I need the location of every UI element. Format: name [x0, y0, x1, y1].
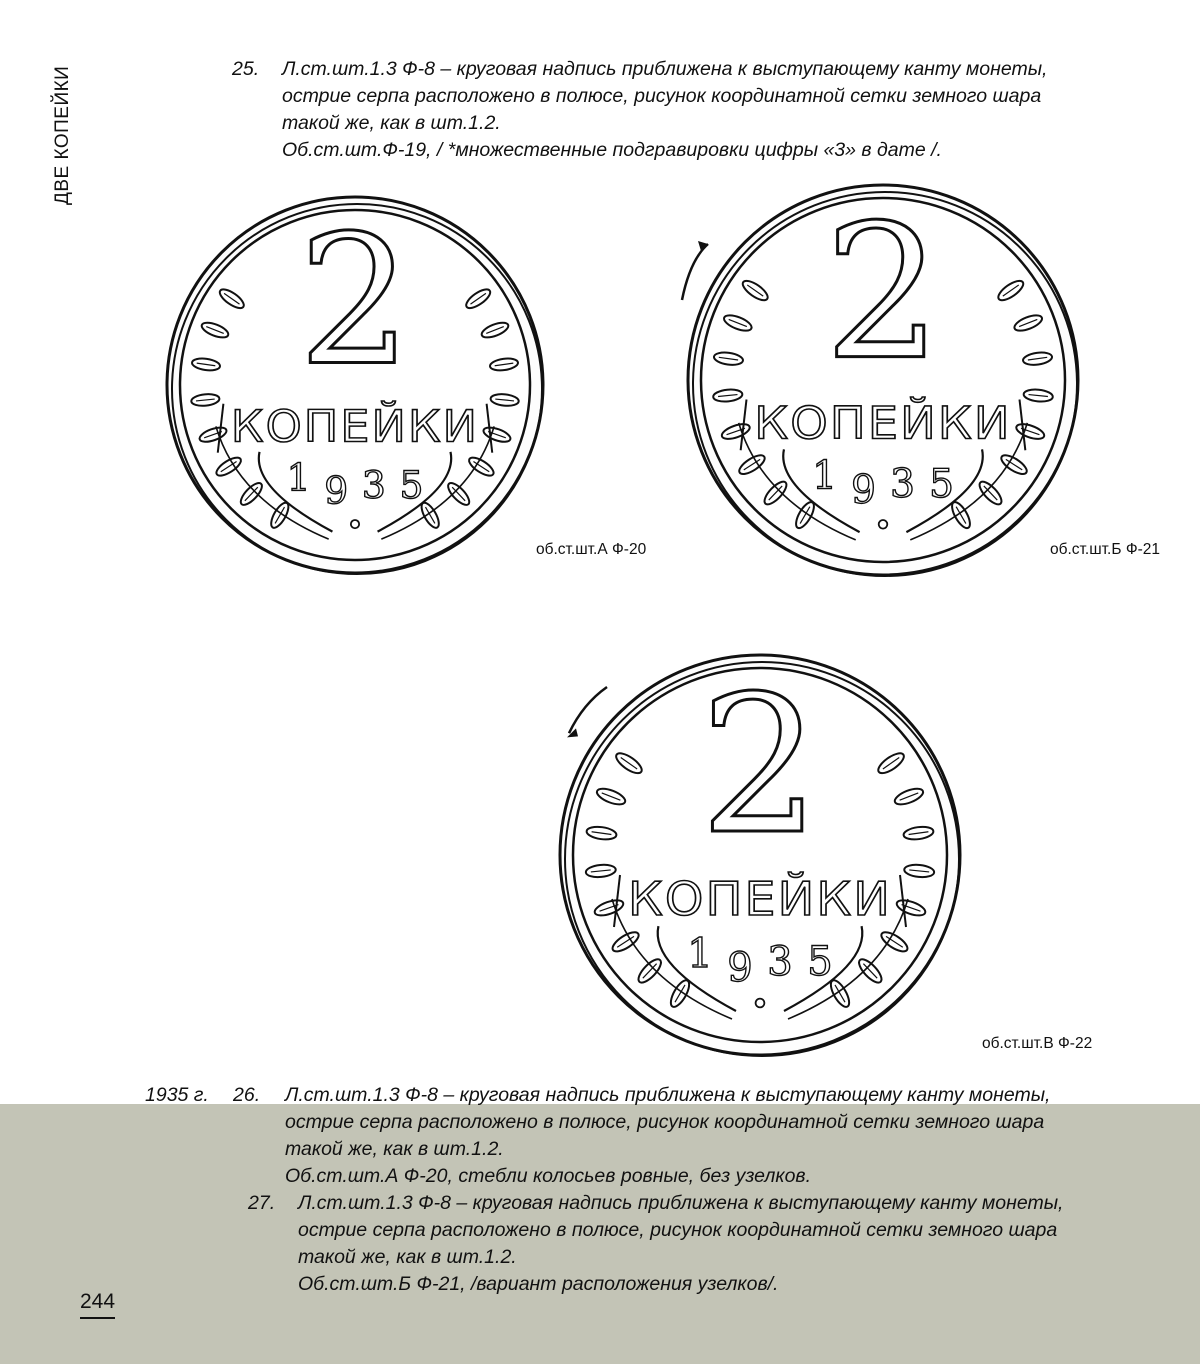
coin-year-digit: 1 — [812, 454, 837, 500]
entry-26 — [145, 1082, 1195, 1192]
entry-27 — [248, 1190, 1188, 1300]
entry-line: такой же, как в шт.1.2. — [298, 1246, 517, 1268]
entry-line: такой же, как в шт.1.2. — [285, 1138, 504, 1160]
coin-year-digit: 3 — [890, 462, 915, 507]
entry-line: Об.ст.шт.Ф-19, / *множественные подгравировки цифры «3» в дате /. — [282, 139, 942, 161]
coin-drawing — [545, 645, 975, 1065]
coin-denomination: 2 — [298, 197, 412, 406]
coin-year-digit: 3 — [767, 939, 793, 985]
coin-dot — [351, 520, 359, 528]
coin-year-digit: 9 — [851, 467, 876, 513]
coin-word: КОПЕЙКИ — [754, 396, 1012, 450]
entry-line: такой же, как в шт.1.2. — [282, 112, 501, 134]
entry-line: острие серпа расположено в полюсе, рисунок координатной сетки земного шара — [298, 1219, 1058, 1241]
coin-word: КОПЕЙКИ — [230, 402, 465, 453]
coin-obverse-c — [545, 645, 975, 1065]
coin-caption-b: об.ст.шт.Б Ф-21 — [1050, 541, 1161, 558]
coin-year-digit: 9 — [727, 945, 753, 991]
coin-year-digit: 5 — [399, 462, 424, 507]
entry-number: 27. — [248, 1192, 276, 1214]
coin-year-digit: 3 — [361, 462, 386, 507]
entry-line: Об.ст.шт.А Ф-20, стебли колосьев ровные, без узелков. — [285, 1165, 812, 1187]
entry-line: острие серпа расположено в полюсе, рисунок координатной сетки земного шара — [285, 1111, 1045, 1133]
coin-denomination: 2 — [699, 655, 821, 876]
coin-year-digit: 1 — [687, 931, 713, 977]
coin-year-digit: 1 — [286, 455, 311, 500]
coin-drawing — [668, 180, 1098, 580]
coin-year-digit: 9 — [324, 468, 349, 513]
coin-caption-c: об.ст.шт.В Ф-22 — [982, 1035, 1093, 1052]
entry-number: 25. — [232, 58, 260, 80]
entry-line: Л.ст.шт.1.3 Ф-8 – круговая надпись приближена к выступающему канту монеты, — [282, 58, 1048, 80]
coin-dot — [756, 999, 765, 1008]
entry-line: Л.ст.шт.1.3 Ф-8 – круговая надпись приближена к выступающему канту монеты, — [298, 1192, 1064, 1214]
entry-line: острие серпа расположено в полюсе, рисунок координатной сетки земного шара — [282, 85, 1042, 107]
coin-obverse-b — [668, 180, 1098, 580]
coin-year-digit: 5 — [929, 462, 954, 507]
coin-denomination: 2 — [824, 184, 942, 401]
coin-year-digit: 5 — [807, 939, 833, 985]
entry-line: Л.ст.шт.1.3 Ф-8 – круговая надпись приближена к выступающему канту монеты, — [285, 1084, 1051, 1106]
entry-year-prefix: 1935 г. — [145, 1084, 209, 1106]
entry-25 — [232, 56, 1182, 166]
page-number: 244 — [80, 1290, 115, 1319]
entry-line: Об.ст.шт.Б Ф-21, /вариант расположения узелков/. — [298, 1273, 779, 1295]
rotation-arrow-clockwise — [682, 241, 708, 300]
rotation-arrow-counterclockwise — [567, 687, 607, 737]
coin-word: КОПЕЙКИ — [628, 872, 892, 926]
coin-obverse-a — [160, 190, 560, 590]
entry-number: 26. — [233, 1084, 261, 1106]
side-title: ДВЕ КОПЕЙКИ — [52, 65, 73, 205]
coin-dot — [879, 520, 888, 529]
coin-caption-a: об.ст.шт.А Ф-20 — [536, 541, 647, 558]
coin-drawing — [160, 190, 560, 590]
